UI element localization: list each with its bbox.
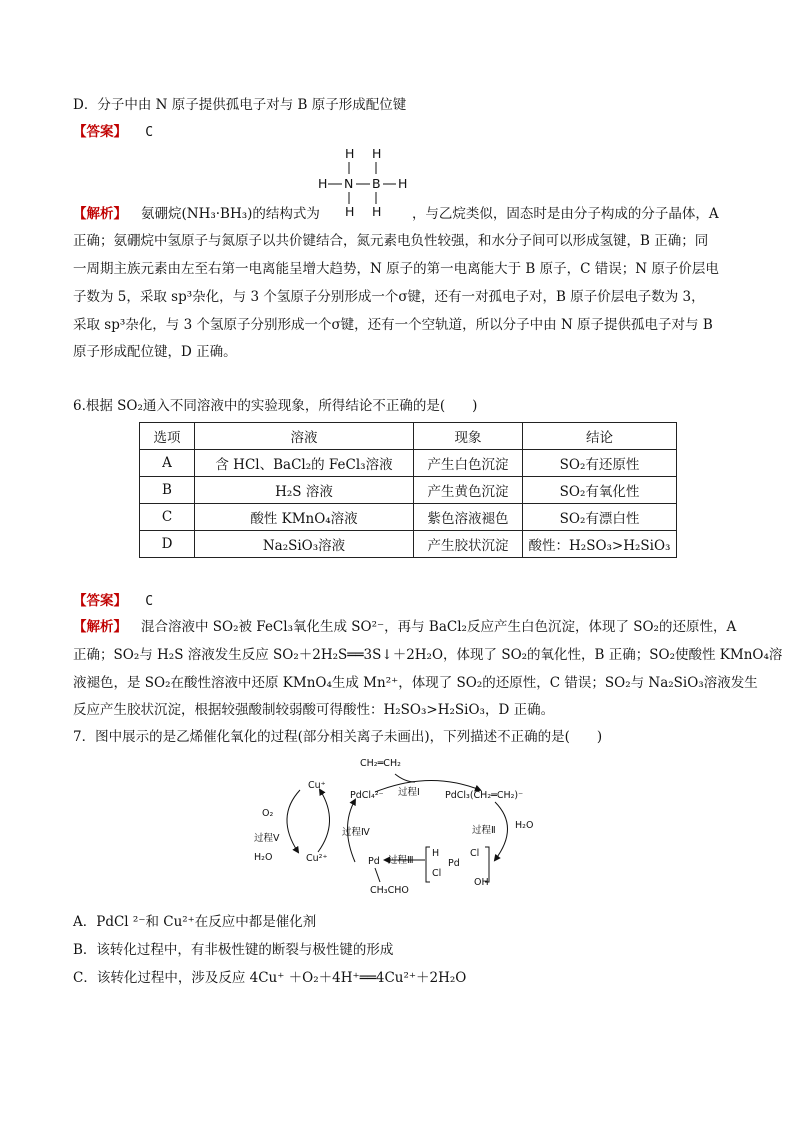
analysis-label: 【解析】: [73, 206, 127, 222]
struct-b: B: [372, 176, 381, 191]
diag-h2o-out: H₂O: [254, 852, 273, 863]
struct-h-b-top: H: [372, 146, 382, 161]
answer-label: 【答案】: [73, 593, 127, 609]
struct-h-n-top: H: [345, 146, 355, 161]
q5-option-d: D．分子中由 N 原子提供孤电子对与 B 原子形成配位键: [73, 97, 407, 113]
table-cell: SO₂有漂白性: [523, 504, 677, 531]
table-header: 溶液: [195, 423, 414, 450]
table-cell: 酸性：H₂SO₃>H₂SiO₃: [523, 531, 677, 558]
diag-ethylene: CH₂═CH₂: [360, 758, 401, 769]
table-cell: 酸性 KMnO₄溶液: [195, 504, 414, 531]
diag-complex: PdCl₃(CH₂═CH₂)⁻: [445, 790, 524, 801]
diag-cu-plus: Cu⁺: [308, 780, 326, 791]
diag-process2: 过程Ⅱ: [472, 825, 496, 836]
diag-h2o-in: H₂O: [515, 820, 534, 831]
diag-process4: 过程Ⅳ: [342, 827, 370, 838]
diag-process3: 过程Ⅲ: [388, 855, 414, 866]
q5-analysis-line-3: 一周期主族元素由左至右第一电离能呈增大趋势，N 原子的第一电离能大于 B 原子，C 错误；N 原子价层电: [73, 261, 719, 277]
table-cell: A: [140, 450, 195, 477]
q6-question: 6.根据 SO₂通入不同溶液中的实验现象，所得结论不正确的是( ): [73, 398, 478, 414]
analysis-text: ，与乙烷类似，固态时是由分子构成的分子晶体，A: [411, 206, 719, 222]
table-cell: 产生胶状沉淀: [414, 531, 523, 558]
struct-h-n-bottom: H: [345, 204, 355, 219]
table-cell: B: [140, 477, 195, 504]
q6-analysis-line-1: [73, 617, 736, 637]
table-row: [140, 531, 677, 558]
q6-table: [139, 422, 677, 558]
q5-analysis-line-1: [73, 204, 719, 224]
q6-analysis-line-3: 液褪色，是 SO₂在酸性溶液中还原 KMnO₄生成 Mn²⁺，体现了 SO₂的还原性，C 错误；SO₂与 Na₂SiO₃溶液发生: [73, 675, 758, 691]
table-header: 结论: [523, 423, 677, 450]
diag-pd: Pd: [368, 856, 380, 867]
q6-answer: [73, 591, 153, 612]
ethylene-oxidation-diagram: [240, 752, 570, 902]
table-header: 现象: [414, 423, 523, 450]
diag-ch3cho: CH₃CHO: [370, 885, 409, 896]
q6-analysis-line-2: 正确；SO₂与 H₂S 溶液发生反应 SO₂＋2H₂S══3S↓＋2H₂O，体现了 SO₂的氧化性，B 正确；SO₂使酸性 KMnO₄溶: [73, 647, 783, 663]
analysis-label: 【解析】: [73, 619, 127, 635]
q5-analysis-line-4: 子数为 5，采取 sp³杂化，与 3 个氢原子分别形成一个σ键，还有一对孤电子对，B 原子价层电子数为 3，: [73, 289, 705, 305]
table-cell: C: [140, 504, 195, 531]
table-cell: 含 HCl、BaCl₂的 FeCl₃溶液: [195, 450, 414, 477]
struct-h-left: H: [318, 176, 328, 191]
table-cell: 产生黄色沉淀: [414, 477, 523, 504]
table-cell: D: [140, 531, 195, 558]
diag-process5: 过程Ⅴ: [254, 833, 280, 844]
diag-complex-pd: Pd: [448, 858, 460, 869]
table-cell: H₂S 溶液: [195, 477, 414, 504]
table-cell: 紫色溶液褪色: [414, 504, 523, 531]
diag-complex-cl-top: Cl: [470, 848, 480, 859]
q6-analysis-line-4: 反应产生胶状沉淀，根据较强酸制较弱酸可得酸性：H₂SO₃>H₂SiO₃，D 正确。: [73, 702, 555, 718]
struct-h-b-bottom: H: [372, 204, 382, 219]
answer-value: C: [145, 594, 154, 609]
q5-analysis-line-5: 采取 sp³杂化，与 3 个氢原子分别形成一个σ键，还有一个空轨道，所以分子中由 N 原子提供孤电子对与 B: [73, 317, 713, 333]
diag-complex-h: H: [432, 848, 440, 859]
diag-pdcl4: PdCl₄²⁻: [350, 790, 384, 801]
table-header: 选项: [140, 423, 195, 450]
table-row: [140, 477, 677, 504]
table-cell: 产生白色沉淀: [414, 450, 523, 477]
diag-process1: 过程Ⅰ: [398, 787, 420, 798]
diag-o2: O₂: [262, 808, 274, 819]
q7-question: 7．图中展示的是乙烯催化氧化的过程(部分相关离子未画出)，下列描述不正确的是( ): [73, 729, 603, 745]
table-cell: Na₂SiO₃溶液: [195, 531, 414, 558]
diag-cu2-plus: Cu²⁺: [306, 853, 328, 864]
q5-analysis-line-2: 正确；氨硼烷中氢原子与氮原子以共价键结合，氮元素电负性较强，和水分子间可以形成氢键，B 正确；同: [73, 233, 709, 249]
table-row: [140, 504, 677, 531]
q7-option-b: B．该转化过程中，有非极性键的断裂与极性键的形成: [73, 942, 394, 958]
q5-analysis-line-6: 原子形成配位键，D 正确。: [73, 344, 237, 360]
q7-option-c: C．该转化过程中，涉及反应 4Cu⁺ ＋O₂＋4H⁺══4Cu²⁺＋2H₂O: [73, 970, 467, 986]
diag-complex-cl-bottom: Cl: [432, 868, 442, 879]
answer-value: C: [145, 125, 154, 140]
table-cell: SO₂有还原性: [523, 450, 677, 477]
table-cell: SO₂有氧化性: [523, 477, 677, 504]
table-header-row: [140, 423, 677, 450]
answer-label: 【答案】: [73, 124, 127, 140]
table-row: [140, 450, 677, 477]
struct-h-right: H: [398, 176, 408, 191]
q5-answer: [73, 122, 153, 143]
struct-n: N: [344, 176, 354, 191]
analysis-text: 混合溶液中 SO₂被 FeCl₃氧化生成 SO²⁻，再与 BaCl₂反应产生白色沉淀，体现了 SO₂的还原性，A: [141, 619, 737, 635]
diag-complex-oh: OH: [474, 877, 489, 888]
analysis-text: 氨硼烷(NH₃·BH₃)的结构式为: [141, 206, 320, 222]
q7-option-a: A．PdCl ²⁻和 Cu²⁺在反应中都是催化剂: [73, 914, 317, 930]
